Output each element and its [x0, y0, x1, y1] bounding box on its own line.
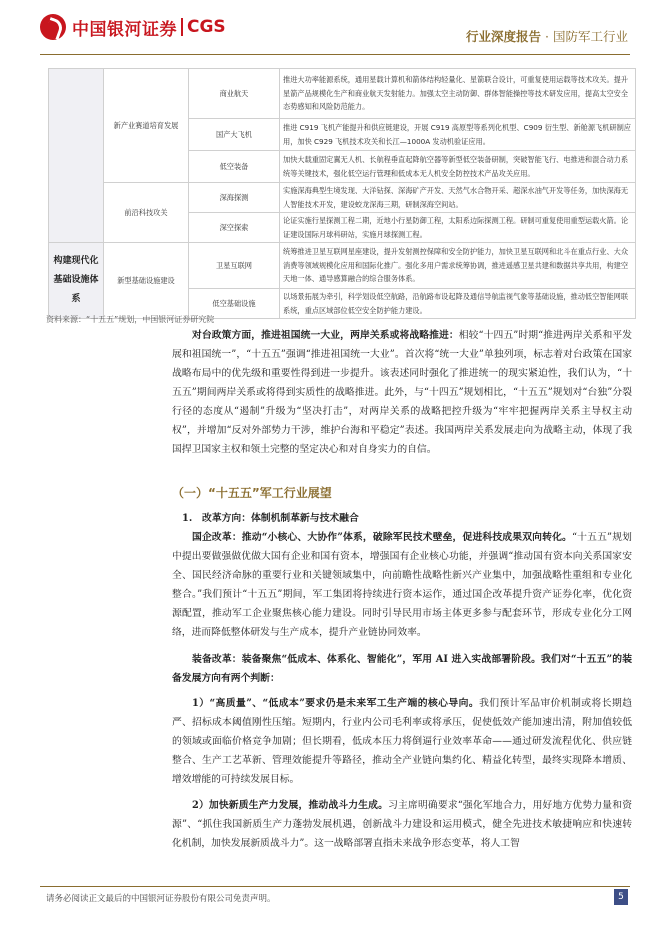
- category-cell: 构建现代化基础设施体系: [49, 243, 104, 319]
- logo-separator: [181, 18, 183, 36]
- cgs-logo-icon: [40, 14, 66, 40]
- header-divider: [40, 54, 630, 55]
- plan-table: [48, 68, 636, 319]
- paragraph-lead: 对台政策方面，推进祖国统一大业，两岸关系或将战略推进：: [192, 330, 459, 341]
- logo-en-text: CGS: [187, 17, 226, 37]
- item-desc-cell: 以场景拓展为牵引，科学划设低空航路，沿航路布设起降及通信导航监视气象等基础设施，推动低空智能网联系统，重点区域部位低空安全防护能力建设。: [280, 289, 636, 319]
- paragraph-body: “十五五”规划中提出要做强做优做大国有企业和国有资本，增强国有企业核心功能，并强调“推动国有资本向关系国家安全、国民经济命脉的重要行业和关键领域集中，向前瞻性战略性新兴产业集中，加强战略性重组和专业化整合。”我们预计“十五五”期间，军工集团将持续进行资本运作，通过国企改革提升资产证券化率，优化资源配置，推动军工企业聚焦核心能力建设。同时引导民用市场主体更多参与配套环节，形成专业化分工网络，进而降低整体研发与生产成本，提升产业链协同效率。: [172, 532, 632, 638]
- paragraph-lead: 装备改革：装备聚焦“低成本、体系化、智能化”，军用 AI 进入实战部署阶段。我们对“十五五”的装备发展方向有两个判断：: [172, 654, 632, 684]
- subgroup-cell: 前沿科技攻关: [104, 183, 189, 243]
- item-name-cell: 低空装备: [189, 151, 280, 183]
- table-row: [49, 183, 636, 213]
- paragraph-body: 习主席明确要求“强化军地合力，用好地方优势力量和资源”、“抓住我国新质生产力蓬勃发展机遇，创新战斗力建设和运用模式，健全先进技术敏捷响应和快速转化机制，加快发展新质战斗力”。这一战略部署直指未来战争形态变革，将人工智: [172, 800, 632, 849]
- item-desc-cell: 推进大功率能源系统，通用星载计算机和箭体结构轻量化、星箭联合设计，可重复使用运载等技术攻关。提升星箭产品规模化生产和商业航天发射能力。加强太空主动防御、群体智能操控等技术研发应用，提高太空安全态势感知和风险防范能力。: [280, 69, 636, 119]
- logo-cn-text: 中国银河证券: [72, 19, 177, 40]
- footer-divider: [40, 886, 630, 887]
- cgs-logo: [40, 14, 226, 40]
- industry-name: 国防军工行业: [552, 29, 628, 44]
- subsection-title: 1. 改革方向：体制机制革新与技术融合: [182, 513, 359, 524]
- paragraph-taiwan-policy: [172, 326, 632, 459]
- report-type: 行业深度报告: [466, 29, 542, 44]
- table-source: 资料来源：“十五五”规划，中国银河证券研究院: [46, 315, 215, 324]
- paragraph-equipment-reform: [172, 650, 632, 688]
- item-desc-cell: 统筹推进卫星互联网星座建设，提升发射测控保障和安全防护能力，加快卫星互联网和北斗在重点行业、大众消费等领域规模化应用和国际化推广。强化多用户需求统筹协调，推进遥感卫星共建和数据共享共用，构建空天地一体、通导感算融合的综合服务体系。: [280, 243, 636, 289]
- table-row: [49, 243, 636, 289]
- paragraph-judgement-1: [172, 694, 632, 789]
- paragraph-lead: 2）加快新质生产力发展，推动战斗力生成。: [192, 800, 389, 811]
- item-name-cell: 深空探索: [189, 213, 280, 243]
- footer-disclaimer: 请务必阅读正文最后的中国银河证券股份有限公司免责声明。: [46, 894, 276, 904]
- page-header: [0, 0, 662, 62]
- item-name-cell: 商业航天: [189, 69, 280, 119]
- paragraph-judgement-2: [172, 796, 632, 853]
- header-dot: ·: [545, 29, 549, 44]
- item-name-cell: 深海探测: [189, 183, 280, 213]
- subgroup-cell: 新产业赛道培育发展: [104, 69, 189, 183]
- table-row: [49, 69, 636, 119]
- item-desc-cell: 论证实施行星探测工程二期，近地小行星防御工程，太阳系边际探测工程。研制可重复使用重型运载火箭。论证建设国际月球科研站，实施月球探测工程。: [280, 213, 636, 243]
- page-number: 5: [614, 889, 628, 905]
- item-name-cell: 国产大飞机: [189, 119, 280, 151]
- section-title: （一）“十五五”军工行业展望: [172, 486, 332, 500]
- header-report-label: [466, 27, 628, 45]
- item-desc-cell: 推进 C919 飞机产能提升和供应链建设，开展 C919 高原型等系列化机型、C909 衍生型、新舱源飞机研制应用，加快 C929 飞机技术攻关和长江—1000A 发动机验证应用。: [280, 119, 636, 151]
- item-name-cell: 低空基础设施: [189, 289, 280, 319]
- subgroup-cell: 新型基础设施建设: [104, 243, 189, 319]
- paragraph-body: 相较“十四五”时期“推进两岸关系和平发展和祖国统一”，“十五五”强调“推进祖国统一大业”。首次将“统一大业”单独列项，标志着对台政策在国家战略布局中的优先级和重要性得到进一步提升。该表述同时强化了推进统一的现实紧迫性，我们认为，“十五五”期间两岸关系或将得到实质性的战略推进。此外，与“十四五”规划相比，“十五五”规划对“台独”分裂行径的态度从“遏制”升级为“坚决打击”，对两岸关系的战略把控升级为“牢牢把握两岸关系主导权主动权”，并增加“反对外部势力干涉，维护台海和平稳定”表述。我国两岸关系发展走向为战略主动，体现了我国捍卫国家主权和领土完整的坚定决心和对自身实力的自信。: [172, 330, 633, 455]
- item-name-cell: 卫星互联网: [189, 243, 280, 289]
- category-cell: [49, 69, 104, 243]
- item-desc-cell: 实施深海典型生境发现、大洋钻探、深海矿产开发、天然气水合物开采、超深水油气开发等任务，加快深海无人智能技术开发，建设蛟龙深海三期，研制深海空间站。: [280, 183, 636, 213]
- paragraph-soe-reform: [172, 528, 632, 642]
- paragraph-body: 我们预计军品审价机制或将长期趋严、招标成本阈值刚性压缩。短期内，行业内公司毛利率或将承压，促使低效产能加速出清，附加值较低的领域或面临价格竞争加剧；但长期看，低成本压力将倒逼行业效率革命——通过研发流程优化、供应链整合、生产工艺革新、管理效能提升等路径，推动全产业链向集约化、精益化转型，最终实现降本增质、增效增能的可持续发展目标。: [172, 698, 633, 785]
- paragraph-lead: 国企改革：推动“小核心、大协作”体系，破除军民技术壁垒，促进科技成果双向转化。: [192, 532, 573, 543]
- item-desc-cell: 加快大载重固定翼无人机、长航程垂直起降航空器等新型低空装备研制，突破智能飞行、电推进和混合动力系统等关键技术，强化低空运行管理和低成本无人机安全防控技术产品攻关应用。: [280, 151, 636, 183]
- paragraph-lead: 1）“高质量”、“低成本”要求仍是未来军工生产端的核心导向。: [192, 698, 480, 709]
